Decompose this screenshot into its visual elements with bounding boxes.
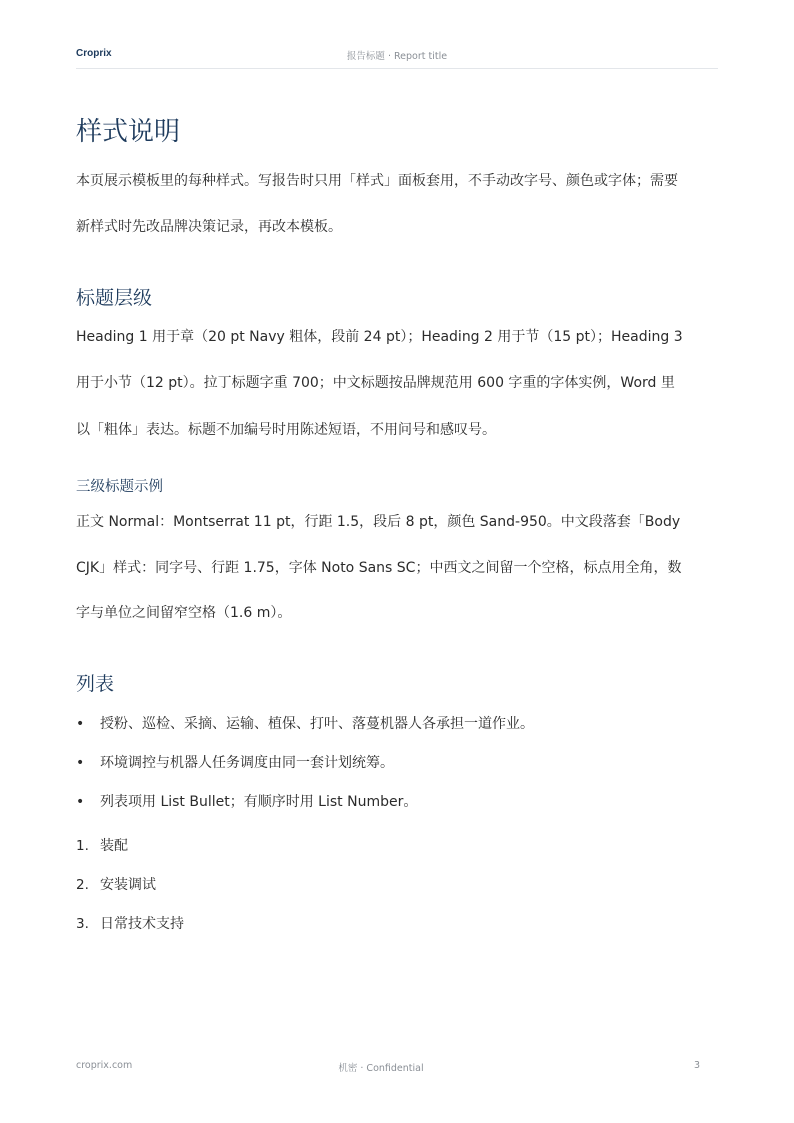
brand-logo: Croprix <box>76 48 112 59</box>
list-item-text: 环境调控与机器人任务调度由同一套计划统筹。 <box>100 755 394 771</box>
intro-line-2: 新样式时先改品牌决策记录，再改本模板。 <box>76 219 342 235</box>
heading-levels-line-1: Heading 1 用于章（20 pt Navy 粗体，段前 24 pt）；Heading 2 用于节（15 pt）；Heading 3 <box>76 329 683 345</box>
report-title: 报告标题 · Report title <box>346 51 448 62</box>
list-item-text: 授粉、巡检、采摘、运输、植保、打叶、落蔓机器人各承担一道作业。 <box>100 716 534 732</box>
bullet-icon: • <box>76 755 85 771</box>
page-header <box>76 40 718 69</box>
bullet-icon: • <box>76 716 85 732</box>
footer-site-link[interactable]: croprix.com <box>76 1060 133 1071</box>
bullet-icon: • <box>76 794 85 810</box>
page-title: 样式说明 <box>76 117 181 147</box>
heading-levels-title: 标题层级 <box>76 287 153 309</box>
list-title: 列表 <box>76 673 115 695</box>
intro-line-1: 本页展示模板里的每种样式。写报告时只用「样式」面板套用，不手动改字号、颜色或字体；需要 <box>76 173 678 189</box>
page-footer <box>76 1060 700 1078</box>
numbered-item-text: 装配 <box>100 838 128 854</box>
numbered-item-number: 2. <box>76 877 89 893</box>
footer-confidential: 机密 · Confidential <box>338 1063 424 1074</box>
heading-levels-line-2: 用于小节（12 pt）。拉丁标题字重 700；中文标题按品牌规范用 600 字重的字体实例，Word 里 <box>76 375 675 391</box>
page-number: 3 <box>693 1060 700 1071</box>
body-line-3: 字与单位之间留窄空格（1.6 m）。 <box>76 605 292 621</box>
heading-levels-line-3: 以「粗体」表达。标题不加编号时用陈述短语，不用问号和感叹号。 <box>76 422 496 438</box>
body-line-2: CJK」样式：同字号、行距 1.75，字体 Noto Sans SC；中西文之间留一个空格，标点用全角，数 <box>76 560 682 576</box>
numbered-item-number: 1. <box>76 838 89 854</box>
numbered-item-text: 日常技术支持 <box>100 916 184 932</box>
h3-example-title: 三级标题示例 <box>76 479 163 495</box>
body-line-1: 正文 Normal：Montserrat 11 pt，行距 1.5，段后 8 pt，颜色 Sand-950。中文段落套「Body <box>76 514 681 530</box>
list-item-text: 列表项用 List Bullet；有顺序时用 List Number。 <box>100 794 418 810</box>
numbered-item-number: 3. <box>76 916 89 932</box>
numbered-item-text: 安装调试 <box>100 877 156 893</box>
